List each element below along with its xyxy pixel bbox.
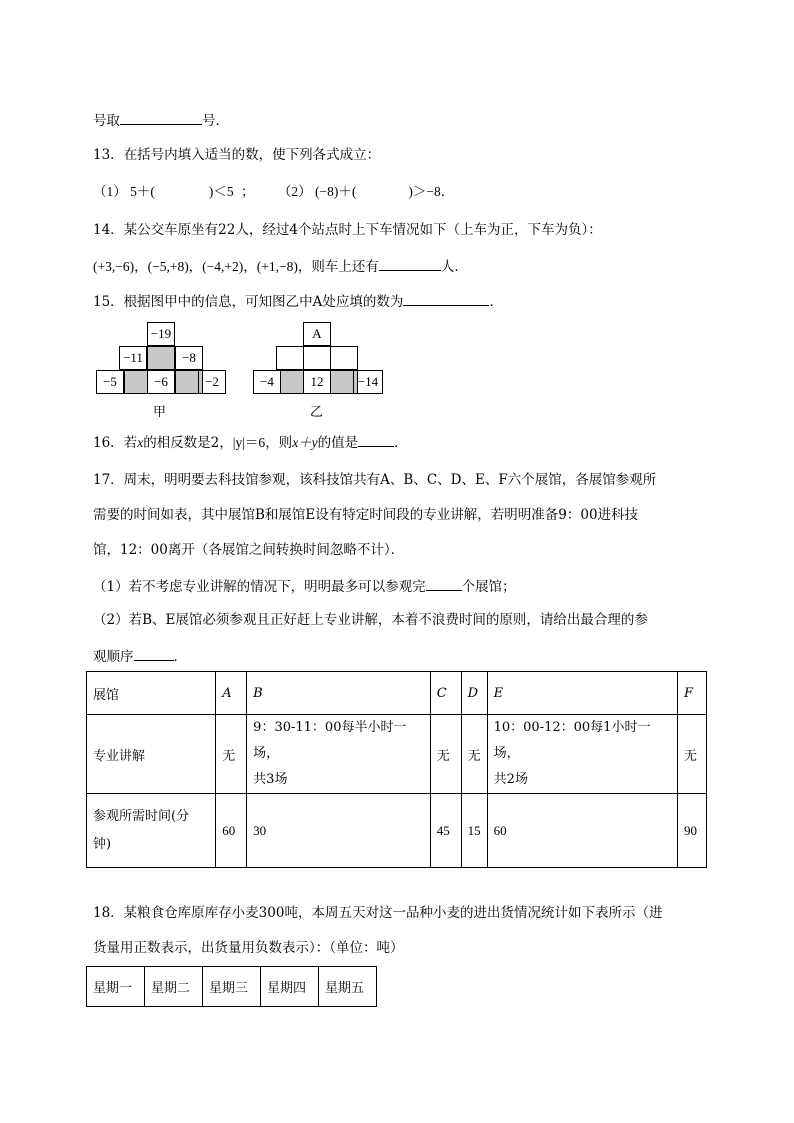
text: ． xyxy=(173,649,187,665)
text: 16．若 xyxy=(93,435,138,451)
text: 的相反数是2， xyxy=(143,435,233,451)
table-header-cell: 展馆 xyxy=(87,672,216,715)
text: 个展馆； xyxy=(461,579,516,595)
yi-top-cell: A xyxy=(303,322,331,346)
table-header-cell: 星期四 xyxy=(261,967,319,1007)
text: ，则 xyxy=(265,435,293,451)
figure-yi xyxy=(253,322,393,422)
table-header-cell: B xyxy=(247,672,431,715)
cell-line: 10：00-12：00每1小时一场， xyxy=(493,720,651,761)
part-label: （2） xyxy=(277,184,312,199)
table-row xyxy=(87,672,707,715)
separator: ； xyxy=(241,184,255,199)
table-cell: 无 xyxy=(216,715,247,794)
jia-mid-cell: −11 xyxy=(119,346,147,370)
text: （1）若不考虑专业讲解的情况下，明明最多可以参观完 xyxy=(93,579,426,595)
table-cell: 60 xyxy=(487,794,677,868)
cell-line: 共2场 xyxy=(493,772,528,787)
jia-bot-cell xyxy=(124,370,148,394)
cell-line: 钟) xyxy=(93,836,112,852)
q14-stem: 14．某公交车原坐有22人，经过4个站点时上下车情况如下（上车为正，下车为负）： xyxy=(93,222,602,238)
yi-bot-cell: 12 xyxy=(303,370,331,394)
table-header-cell: F xyxy=(678,672,707,715)
answer-blank[interactable] xyxy=(120,110,202,125)
expr: (−8)＋( xyxy=(315,184,357,199)
yi-mid-cell xyxy=(276,346,304,370)
expr: 5＋( xyxy=(130,184,155,199)
answer-blank[interactable] xyxy=(403,291,489,306)
table-cell: 专业讲解 xyxy=(87,715,216,794)
text: 15．根据图甲中的信息，可知图乙中A处应填的数为 xyxy=(93,294,404,310)
q15-stem xyxy=(93,291,503,311)
table-header-cell: A xyxy=(216,672,247,715)
jia-top-cell: −19 xyxy=(147,322,175,346)
q18-line2: 货量用正数表示，出货量用负数表示）：（单位：吨） xyxy=(93,940,404,956)
table-cell: 无 xyxy=(678,715,707,794)
table-row xyxy=(87,967,377,1007)
text: 人． xyxy=(440,259,468,274)
text: ． xyxy=(394,435,408,451)
table-cell: 45 xyxy=(430,794,461,868)
table-cell: 30 xyxy=(247,794,431,868)
q18-line1: 18．某粮食仓库原库存小麦300吨，本周五天对这一品种小麦的进出货情况统计如下表所示（进 xyxy=(93,905,663,921)
yi-mid-cell xyxy=(303,346,331,370)
text: 号． xyxy=(202,113,229,129)
text: 的值是 xyxy=(317,435,359,451)
q17-sub1 xyxy=(93,576,516,596)
q17-sub2: （2）若B、E展馆必须参观且正好赶上专业讲解，本着不浪费时间的原则，请给出最合理的参 xyxy=(93,612,648,628)
table-cell xyxy=(87,794,216,868)
table-header-cell: 星期二 xyxy=(145,967,203,1007)
q17-line1: 17．周末，明明要去科技馆参观，该科技馆共有A、B、C、D、E、F六个展馆，各展馆参观所 xyxy=(93,472,657,488)
answer-blank[interactable] xyxy=(379,256,441,271)
figure-label: 乙 xyxy=(310,405,324,420)
cell-line: 共3场 xyxy=(253,772,288,787)
q16-stem xyxy=(93,432,408,452)
answer-blank[interactable] xyxy=(358,432,394,447)
table-header-cell: C xyxy=(430,672,461,715)
table-cell: 无 xyxy=(430,715,461,794)
text: 观顺序 xyxy=(93,649,134,665)
table-header-cell: D xyxy=(461,672,487,715)
q17-sub2b xyxy=(93,646,187,666)
table-row xyxy=(87,715,707,794)
jia-mid-cell: −8 xyxy=(175,346,203,370)
expr: )＜5 xyxy=(208,184,234,199)
yi-mid-cell xyxy=(330,346,358,370)
q17-line2: 需要的时间如表，其中展馆B和展馆E设有特定时间段的专业讲解，若明明准备9：00进科技 xyxy=(93,507,639,523)
cell-line: 参观所需时间(分 xyxy=(93,808,190,824)
text: ． xyxy=(489,294,503,310)
jia-bot-cell: −6 xyxy=(147,370,175,394)
yi-bot-cell xyxy=(280,370,304,394)
table-cell: 15 xyxy=(461,794,487,868)
q17-line3: 馆，12：00离开（各展馆之间转换时间忽略不计）． xyxy=(93,542,405,558)
table-header-cell: 星期五 xyxy=(319,967,377,1007)
table-row xyxy=(87,794,707,868)
cell-line: 9：30-11：00每半小时一场， xyxy=(253,720,407,761)
table-header-cell: 星期一 xyxy=(87,967,145,1007)
var-x: x xyxy=(137,435,144,450)
jia-mid-cell xyxy=(147,346,175,370)
table-cell: 90 xyxy=(678,794,707,868)
abs-expr: |y|＝6 xyxy=(232,435,266,450)
yi-bot-cell: −14 xyxy=(353,370,383,394)
expr: )＞−8． xyxy=(408,184,455,199)
sum-expr: x＋y xyxy=(292,435,318,450)
q13-parts xyxy=(93,183,454,201)
q13-stem: 13．在括号内填入适当的数，使下列各式成立： xyxy=(93,147,381,163)
table-header-cell: E xyxy=(487,672,677,715)
part-label: （1） xyxy=(93,184,127,199)
q14-data xyxy=(93,256,468,276)
figure-label: 甲 xyxy=(153,405,167,420)
text: 号取 xyxy=(93,113,120,129)
jia-bot-cell: −5 xyxy=(96,370,124,394)
yi-bot-cell: −4 xyxy=(253,370,281,394)
table-17 xyxy=(86,671,707,868)
table-cell: 60 xyxy=(216,794,247,868)
text: (+3,−6)，(−5,+8)，(−4,+2)，(+1,−8)，则车上还有 xyxy=(93,259,379,274)
table-cell xyxy=(247,715,431,794)
table-cell: 无 xyxy=(461,715,487,794)
table-header-cell: 星期三 xyxy=(203,967,261,1007)
jia-bot-cell: −2 xyxy=(198,370,226,394)
q12-tail xyxy=(93,110,229,130)
answer-blank[interactable] xyxy=(134,646,174,661)
table-cell xyxy=(487,715,677,794)
table-18 xyxy=(86,966,377,1007)
figure-jia xyxy=(96,322,226,422)
answer-blank[interactable] xyxy=(426,576,462,591)
